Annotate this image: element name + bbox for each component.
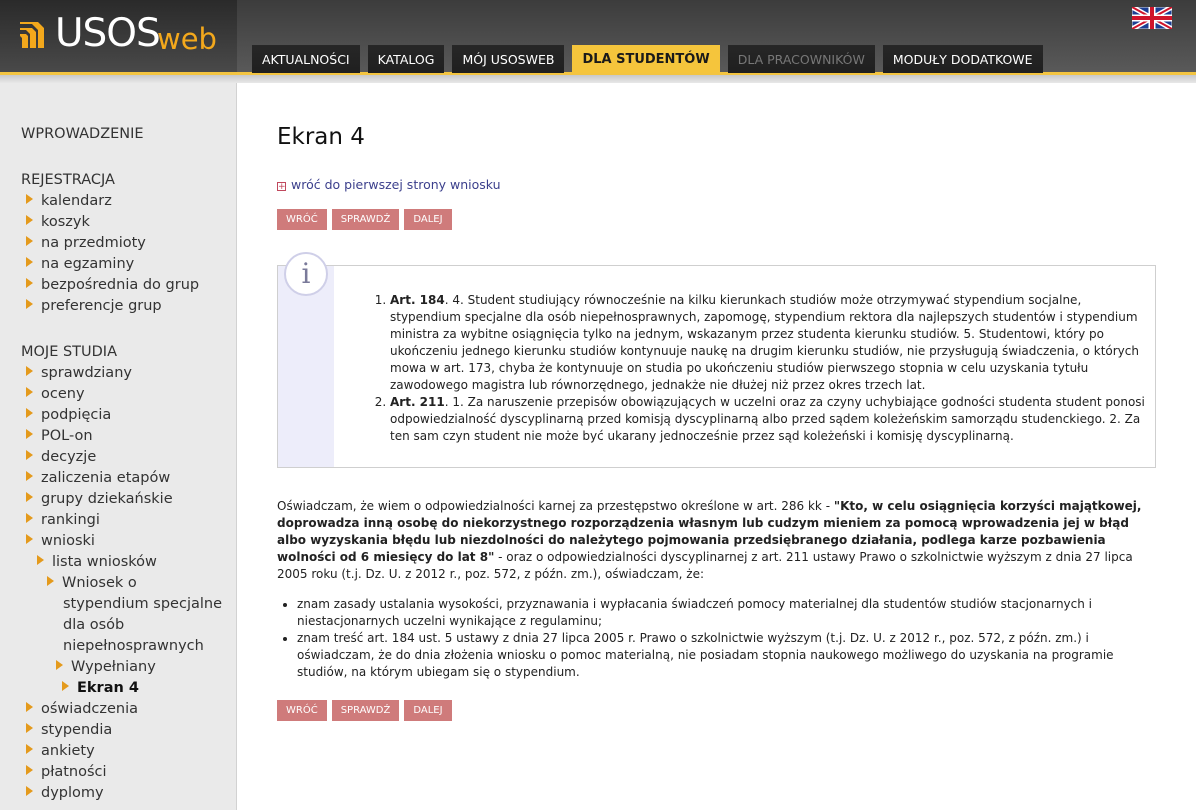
nav-buttons-top [277, 209, 452, 230]
tab-dla-studentow[interactable]: DLA STUDENTÓW [572, 45, 719, 73]
check-button[interactable]: SPRAWDŹ [332, 209, 400, 230]
sidebar-item-decyzje[interactable]: decyzje [26, 449, 96, 465]
declaration-text [277, 498, 1157, 583]
arrow-right-icon [26, 534, 33, 544]
sidebar-item-zaliczenia[interactable]: zaliczenia etapów [26, 470, 170, 486]
arrow-right-icon [26, 513, 33, 523]
declaration-quote: "Kto, w celu osiągnięcia korzyści majątkowej, doprowadza inną osobę do niekorzystnego rozporządzenia własnym lub cudzym mieniem za pomocą wprowadzenia jej w błąd albo wyzyskania błędu lub niezdolności do należytego pojmowania przedsiębranego działania, podlega karze pozbawienia wolności od 6 miesięcy do lat 8" [277, 499, 1142, 564]
info-box [277, 257, 1156, 468]
arrow-right-icon [26, 765, 33, 775]
sidebar-item-lista-wnioskow[interactable]: lista wniosków [37, 554, 157, 570]
header-shadow [0, 75, 1196, 83]
back-button[interactable]: WRÓĆ [277, 700, 327, 721]
arrow-right-icon [26, 366, 33, 376]
sidebar-item-sprawdziany[interactable]: sprawdziany [26, 365, 132, 381]
list-item [390, 394, 1150, 445]
sidebar-item-grupy[interactable]: grupy dziekańskie [26, 491, 173, 507]
tab-aktualnosci[interactable]: AKTUALNOŚCI [252, 45, 360, 73]
uk-flag-icon[interactable] [1132, 7, 1172, 29]
sidebar-item-wnioski[interactable]: wnioski [26, 533, 95, 549]
sidebar-item-wniosek-line2[interactable]: stypendium specjalne [63, 596, 222, 612]
sidebar-item-na-przedmioty[interactable]: na przedmioty [26, 235, 146, 251]
sidebar-item-bezposrednia[interactable]: bezpośrednia do grup [26, 277, 199, 293]
article-ref: Art. 184 [390, 293, 445, 307]
sidebar-item-ekran-4[interactable]: Ekran 4 [62, 680, 139, 696]
tab-dla-pracownikow: DLA PRACOWNIKÓW [728, 45, 875, 73]
header [0, 0, 1196, 82]
sidebar-item-pol-on[interactable]: POL-on [26, 428, 93, 444]
nav-buttons-bottom [277, 700, 452, 721]
back-to-first-page-link[interactable]: + wróć do pierwszej strony wniosku [278, 177, 501, 192]
sidebar-item-podpiecia[interactable]: podpięcia [26, 407, 111, 423]
arrow-right-icon [26, 492, 33, 502]
arrow-right-icon [26, 450, 33, 460]
arrow-right-icon [26, 702, 33, 712]
article-text: . 4. Student studiujący równocześnie na kilku kierunkach studiów może otrzymywać stypendium socjalne, stypendium specjalne dla osób niepełnosprawnych, zapomogę, stypendium rektora dla najlepszych studentów i stypendium ministra za wybitne osiągnięcia tylko na jednym, wskazanym przez studenta kierunku studiów. 5. Studentowi, który po ukończeniu jednego kierunku studiów kontynuuje naukę na drugim kierunku studiów, nie przysługują świadczenia, o których mowa w art. 173, chyba że kontynuuje on studia po ukończeniu studiów pierwszego stopnia w celu uzyskania tytułu zawodowego magistra lub równorzędnego, jednakże nie dłużej niż przez okres trzech lat. [390, 293, 1139, 392]
logo-web-text[interactable]: web [157, 22, 217, 56]
declaration-outro: - oraz o odpowiedzialności dyscyplinarnej z art. 211 ustawy Prawo o szkolnictwie wyższym z dnia 27 lipca 2005 roku (t.j. Dz. U. z 2012 r., poz. 572, z późn. zm.), oświadczam, że: [277, 550, 1133, 581]
declaration-points [297, 596, 1157, 681]
arrow-right-icon [26, 744, 33, 754]
arrow-right-icon [26, 471, 33, 481]
arrow-right-icon [26, 723, 33, 733]
logo-mark-icon [18, 18, 52, 52]
sidebar-item-preferencje[interactable]: preferencje grup [26, 298, 162, 314]
info-list [370, 292, 1150, 445]
arrow-right-icon [26, 429, 33, 439]
arrow-right-icon [26, 257, 33, 267]
arrow-right-icon [26, 408, 33, 418]
sidebar-section-registration: REJESTRACJA [21, 172, 115, 188]
arrow-right-icon [26, 387, 33, 397]
article-ref: Art. 211 [390, 395, 445, 409]
arrow-right-icon [56, 660, 63, 670]
sidebar-item-oswiadczenia[interactable]: oświadczenia [26, 701, 138, 717]
declaration-intro: Oświadczam, że wiem o odpowiedzialności karnej za przestępstwo określone w art. 286 kk - [277, 499, 834, 513]
sidebar-item-wniosek-line3[interactable]: dla osób [63, 617, 125, 633]
list-item: • znam treść art. 184 ust. 5 ustawy z dnia 27 lipca 2005 r. Prawo o szkolnictwie wyższym (t.j. Dz. U. z 2012 r., poz. 572, z późn. zm.) i oświadczam, że do dnia złożenia wniosku o pomoc materialną, nie posiadam stopnia naukowego możliwego do uzyskania na programie studiów, na którym ubiegam się o stypendium. [297, 630, 1157, 681]
logo-text[interactable]: USOS [55, 11, 160, 56]
list-item [390, 292, 1150, 394]
info-strip [278, 266, 334, 467]
next-button[interactable]: DALEJ [404, 700, 451, 721]
sidebar-item-wniosek-line4[interactable]: niepełnosprawnych [63, 638, 204, 654]
list-item: • znam zasady ustalania wysokości, przyznawania i wypłacania świadczeń pomocy materialnej dla studentów studiów stacjonarnych i niestacjonarnych uczelni wynikające z regulaminu; [297, 596, 1157, 630]
sidebar-item-rankingi[interactable]: rankingi [26, 512, 100, 528]
plus-icon: + [278, 182, 286, 192]
arrow-right-icon [26, 215, 33, 225]
info-icon: i [284, 252, 328, 296]
arrow-right-icon [47, 576, 54, 586]
next-button[interactable]: DALEJ [404, 209, 451, 230]
sidebar-item-wniosek[interactable]: Wniosek o [47, 575, 137, 591]
arrow-right-icon [26, 786, 33, 796]
sidebar-item-ankiety[interactable]: ankiety [26, 743, 95, 759]
tab-moj-usosweb[interactable]: MÓJ USOSWEB [452, 45, 564, 73]
arrow-right-icon [62, 681, 69, 691]
sidebar-item-oceny[interactable]: oceny [26, 386, 85, 402]
tab-moduly-dodatkowe[interactable]: MODUŁY DODATKOWE [883, 45, 1043, 73]
arrow-right-icon [26, 278, 33, 288]
sidebar-item-na-egzaminy[interactable]: na egzaminy [26, 256, 134, 272]
check-button[interactable]: SPRAWDŹ [332, 700, 400, 721]
sidebar-item-koszyk[interactable]: koszyk [26, 214, 90, 230]
sidebar-item-kalendarz[interactable]: kalendarz [26, 193, 112, 209]
back-button[interactable]: WRÓĆ [277, 209, 327, 230]
arrow-right-icon [26, 236, 33, 246]
arrow-right-icon [26, 194, 33, 204]
arrow-right-icon [37, 555, 44, 565]
page-title: Ekran 4 [277, 124, 365, 150]
tab-katalog[interactable]: KATALOG [368, 45, 445, 73]
sidebar-item-stypendia[interactable]: stypendia [26, 722, 112, 738]
sidebar-item-wypelniany[interactable]: Wypełniany [56, 659, 156, 675]
sidebar-item-dyplomy[interactable]: dyplomy [26, 785, 104, 801]
sidebar-item-platnosci[interactable]: płatności [26, 764, 107, 780]
arrow-right-icon [26, 299, 33, 309]
sidebar-section-my-studies[interactable]: MOJE STUDIA [21, 344, 118, 360]
sidebar-section-intro[interactable]: WPROWADZENIE [21, 126, 144, 142]
article-text: . 1. Za naruszenie przepisów obowiązujących w uczelni oraz za czyny uchybiające godności studenta student ponosi odpowiedzialność dyscyplinarną przed komisją dyscyplinarną albo przed sądem koleżeńskim samorządu studenckiego. 2. Za ten sam czyn student nie może być ukarany jednocześnie przez sąd koleżeński i komisję dyscyplinarną. [390, 395, 1145, 443]
main-nav-tabs [252, 45, 1043, 73]
